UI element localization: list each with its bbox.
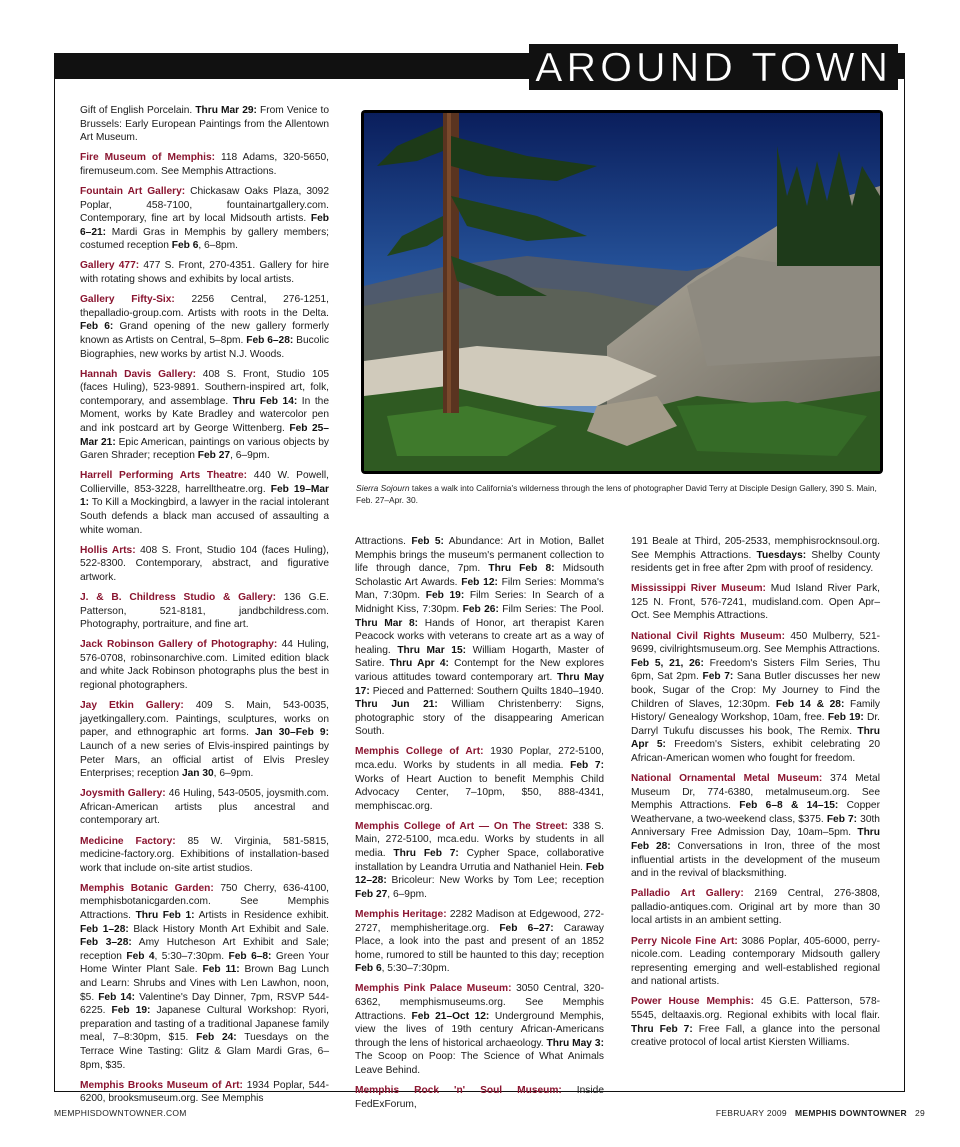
listing-text: 374 Metal Museum Dr, 774-6380, metalmuseum.org. See Memphis Attractions. xyxy=(631,773,880,812)
listing-text: Green Your Home Winter Plant Sale. xyxy=(80,950,330,976)
event-date: Feb 11: xyxy=(202,964,240,976)
venue-name: National Ornamental Metal Museum: xyxy=(631,773,823,784)
listing-text: Bricoleur: New Works by Tom Lee; reception xyxy=(386,875,604,887)
event-date: Feb 7: xyxy=(826,813,858,825)
listing-text: Family History/ Genealogy Workshop, 10am, free. xyxy=(631,698,880,724)
listing-text: Mardi Gras in Memphis by gallery members; costumed reception xyxy=(80,226,329,252)
venue-name: Jay Etkin Gallery: xyxy=(80,700,184,712)
listing-text: 409 S. Main, 543-0035, jayetkingallery.com. Paintings, sculptures, works on paper, and ethnographic art forms. xyxy=(80,700,329,739)
listing-text: 85 W. Virginia, 581-5815, medicine-factory.org. Exhibitions of installation-based work that include on-site artist studios. xyxy=(80,835,329,874)
venue-name: Memphis Pink Palace Museum: xyxy=(355,983,512,995)
venue-name: Perry Nicole Fine Art: xyxy=(631,935,738,947)
listing-text: Valentine's Day Dinner, 7pm, RSVP 544-6225. xyxy=(80,991,329,1017)
event-date: Feb 6 xyxy=(171,240,199,252)
venue-name: Memphis College of Art — On The Street: xyxy=(355,820,568,832)
listing-text: 450 Mulberry, 521-9699, civilrightsmuseum.org. See Memphis Attractions. xyxy=(631,630,880,656)
event-date: Feb 14: xyxy=(98,991,136,1003)
event-date: Tuesdays: xyxy=(756,549,807,561)
event-date: Feb 6–8: xyxy=(228,950,272,962)
listing-entry xyxy=(355,535,604,739)
listing-text: Pieced and Patterned: Southern Quilts 1840–1940. xyxy=(369,685,604,697)
event-date: Thru Apr 4: xyxy=(389,658,449,670)
venue-name: Jack Robinson Gallery of Photography: xyxy=(80,639,278,651)
listing-text: 30th Anniversary Free Admission Day, 10am–5pm. xyxy=(631,813,880,839)
feature-photo xyxy=(357,106,887,478)
listing-text: The Scoop on Poop: The Science of What Animals Leave Behind. xyxy=(355,1051,604,1076)
venue-name: Power House Memphis: xyxy=(631,996,754,1008)
listing-entry xyxy=(355,1084,604,1111)
listing-entry xyxy=(631,535,880,576)
listing-text: 2169 Central, 276-3808, palladio-antiques.com. Original art by more than 30 local artists in an ambient setting. xyxy=(631,888,880,927)
listing-text: , 6–9pm. xyxy=(387,888,427,900)
footer-brand: MEMPHIS DOWNTOWNER xyxy=(794,1108,907,1118)
event-date: Feb 27 xyxy=(197,450,231,462)
photo-caption xyxy=(356,482,880,506)
event-date: Feb 1–28: xyxy=(80,923,129,935)
event-date: Thru Feb 7: xyxy=(631,1023,693,1035)
listing-text: Freedom's Sisters, exhibit celebrating 20 African-American women who fought for freedom. xyxy=(631,739,880,764)
event-date: Feb 19: xyxy=(425,590,465,602)
listing-entry xyxy=(80,368,329,463)
event-date: Jan 30 xyxy=(181,768,214,780)
listing-text: To Kill a Mockingbird, a lawyer in the racial intolerant South defends a black man accused of assaulting a white woman. xyxy=(80,497,329,536)
listing-text: Tuesdays on the Terrace Wine Tasting: Glitz & Glam Mardi Gras, 6–8pm, $35. xyxy=(80,1032,330,1071)
listing-text: 338 S. Main, 272-5100, mca.edu. Works by students in all media. xyxy=(355,820,604,860)
listing-text: Amy Hutcheson Art Exhibit and Sale; reception xyxy=(80,937,329,962)
listing-entry xyxy=(631,772,880,881)
venue-name: Gallery 477: xyxy=(80,260,140,272)
event-date: Thru May 17: xyxy=(355,671,604,697)
listing-text: Cypher Space, collaborative installation by Leandra Urrutia and Nathaniel Hein. xyxy=(355,848,604,873)
listing-text: Japanese Cultural Workshop: Ryori, preparation and tasting of a traditional Japanese family meal, 7–8:30pm, $15. xyxy=(80,1005,330,1044)
venue-name: Memphis Heritage: xyxy=(355,908,447,920)
listing-entry xyxy=(80,882,329,1072)
section-title: AROUND TOWN xyxy=(529,44,898,90)
listing-text: Black History Month Art Exhibit and Sale. xyxy=(128,923,329,935)
event-date: Feb 5: xyxy=(411,536,444,547)
listing-text: Conversations in Iron, three of the most influential artists in the development of the museum and in the revival of blacksmithing. xyxy=(631,840,880,880)
listing-text: William Christenberry: Signs, photographic story of the disappearing American South. xyxy=(355,699,604,738)
listing-text: William Hogarth, Master of Satire. xyxy=(355,644,604,670)
listing-entry xyxy=(631,935,880,989)
listing-text: Chickasaw Oaks Plaza, 3092 Poplar, 458-7100, fountainartgallery.com. Contemporary, fine art by local Midsouth artists. xyxy=(80,185,329,225)
event-date: Feb 19: xyxy=(827,712,864,724)
event-date: Feb 6–21: xyxy=(80,213,329,238)
venue-name: Harrell Performing Arts Theatre: xyxy=(80,470,248,482)
listing-text: Midsouth Scholastic Art Awards. xyxy=(355,563,605,588)
venue-name: Memphis Rock 'n' Soul Museum: xyxy=(355,1085,562,1097)
event-date: Feb 27 xyxy=(355,888,388,900)
event-date: Feb 6–27: xyxy=(499,922,554,934)
event-date: Thru May 3: xyxy=(546,1037,604,1049)
event-date: Feb 6–28: xyxy=(246,334,294,346)
listing-text: 3050 Central, 320-6362, memphismuseums.org. See Memphis Attractions. xyxy=(355,983,604,1022)
listing-entry xyxy=(355,745,604,813)
listing-text: 1934 Poplar, 544-6200, brooksmuseum.org. See Memphis xyxy=(80,1079,329,1105)
event-date: Feb 12–28: xyxy=(355,861,604,887)
listing-entry xyxy=(80,104,329,145)
listing-entry xyxy=(80,699,329,781)
listing-entry xyxy=(631,887,880,928)
footer-website: MEMPHISDOWNTOWNER.COM xyxy=(54,1108,187,1118)
listing-entry xyxy=(355,908,604,976)
venue-name: Memphis College of Art: xyxy=(355,746,484,758)
event-date: Thru Jun 21: xyxy=(355,699,438,711)
event-date: Feb 6 xyxy=(355,963,382,975)
listing-text: Bucolic Biographies, new works by artist N.J. Woods. xyxy=(80,334,330,360)
event-date: Feb 5, 21, 26: xyxy=(631,657,704,669)
footer-folio xyxy=(716,1108,925,1118)
venue-name: Joysmith Gallery: xyxy=(80,788,166,800)
venue-name: Palladio Art Gallery: xyxy=(631,888,744,900)
venue-name: Fire Museum of Memphis: xyxy=(80,152,216,164)
listing-entry xyxy=(80,1079,329,1106)
listing-entry xyxy=(80,293,329,361)
event-date: Feb 26: xyxy=(462,603,499,615)
listing-text: 750 Cherry, 636-4100, memphisbotanicgarden.com. See Memphis Attractions. xyxy=(80,882,329,921)
venue-name: Fountain Art Gallery: xyxy=(80,185,186,197)
listing-entry xyxy=(80,151,329,178)
listing-text: Shelby County residents get in free after 2pm with proof of residency. xyxy=(631,549,880,575)
listing-text: 408 S. Front, Studio 104 (faces Huling), 522-8300. Contemporary, abstract, and figurative artwork. xyxy=(80,544,329,583)
caption-title: Sierra Sojourn xyxy=(356,483,410,493)
listing-text: Copper Weathervane, a two-weekend class, $375. xyxy=(631,800,880,825)
listing-text: Dr. Darryl Tukufu discusses his book, The Remix. xyxy=(631,712,880,737)
caption-text: takes a walk into California's wilderness through the lens of photographer David Terry at Disciple Design Gallery, 390 S. Main, Feb. 27–Apr. 30. xyxy=(356,483,877,505)
event-date: Jan 30–Feb 9: xyxy=(255,727,329,739)
listing-text: Grand opening of the new gallery formerly known as Artists on Central, 5–8pm. xyxy=(80,321,329,346)
listing-text: Epic American, paintings on various objects by Garen Shrader; reception xyxy=(80,436,330,462)
event-date: Feb 24: xyxy=(196,1032,237,1044)
venue-name: Memphis Brooks Museum of Art: xyxy=(80,1079,243,1091)
listing-text: Abundance: Art in Motion, Ballet Memphis brings the museum's permanent collection to life through dance, 7pm. xyxy=(355,536,604,575)
listing-entry xyxy=(631,582,880,623)
listing-column-1 xyxy=(80,104,329,1112)
listing-text: 45 G.E. Patterson, 578-5545, deltaaxis.org. Regional exhibits with local flair. xyxy=(631,996,881,1021)
listing-entry xyxy=(80,787,329,828)
listing-text: 118 Adams, 320-5650, firemuseum.com. See Memphis Attractions. xyxy=(80,152,329,177)
event-date: Thru Mar 15: xyxy=(397,644,467,656)
listing-entry xyxy=(631,630,880,766)
event-date: Thru Apr 5: xyxy=(631,725,880,751)
listing-text: Mud Island River Park, 125 N. Front, 576-7241, mudisland.com. Open Apr–Oct. See Memphis Attractions. xyxy=(631,583,880,622)
listing-text: 191 Beale at Third, 205-2533, memphisrocknsoul.org. See Memphis Attractions. xyxy=(631,536,880,561)
listing-text: Brown Bag Lunch and Learn: Shrubs and Vines with Len Lawhon, noon, $5. xyxy=(80,964,329,1003)
listing-text: 46 Huling, 543-0505, joysmith.com. African-American artists plus ancestral and contemporary art. xyxy=(80,788,329,827)
listing-entry xyxy=(80,544,329,585)
event-date: Feb 7: xyxy=(702,671,734,683)
listing-text: Caraway Place, a look into the past and present of an 1852 home, rumored to still be haunted to this day; reception xyxy=(355,922,605,961)
listing-text: Sana Butler discusses her new book, Sugar of the Crop: My Journey to Find the Children of Slaves, 12:30pm. xyxy=(631,671,880,710)
listing-text: , 6–8pm. xyxy=(198,240,239,252)
venue-name: Gallery Fifty-Six: xyxy=(80,294,175,306)
listing-text: Gift of English Porcelain. xyxy=(80,105,196,116)
listing-entry xyxy=(80,469,329,537)
event-date: Feb 7: xyxy=(570,760,604,771)
listing-text: Film Series: In Search of a Midnight Kiss, 7:30pm. xyxy=(355,590,604,615)
event-date: Feb 6: xyxy=(80,321,114,333)
event-date: Thru Mar 8: xyxy=(355,617,419,629)
listing-text: Film Series: The Pool. xyxy=(498,603,605,615)
listing-entry xyxy=(80,591,329,632)
listing-text: , 6–9pm. xyxy=(213,768,254,780)
listing-text: In the Moment, works by Kate Bradley and watercolor pen and ink postcard art by George Wittenberg. xyxy=(80,395,329,434)
listing-text: 2256 Central, 276-1251, thepalladio-group.com. Artists with roots in the Delta. xyxy=(80,294,329,319)
event-date: Feb 12: xyxy=(461,576,498,588)
listing-text: Works of Heart Auction to benefit Memphis Child Advocacy Center, 7–10pm, $50, 888-4341, memphiscac.org. xyxy=(355,773,604,812)
listing-text: 477 S. Front, 270-4351. Gallery for hire with rotating shows and exhibits by local artists. xyxy=(80,260,329,286)
event-date: Feb 3–28: xyxy=(80,937,132,949)
listing-text: Film Series: Momma's Man, 7:30pm. xyxy=(355,576,605,602)
footer-date: FEBRUARY 2009 xyxy=(715,1108,787,1118)
listing-entry xyxy=(80,835,329,876)
event-date: Thru Feb 1: xyxy=(135,909,195,921)
event-date: Thru Mar 29: xyxy=(195,105,257,116)
venue-name: J. & B. Childress Studio & Gallery: xyxy=(80,592,277,603)
listing-text: 2282 Madison at Edgewood, 272-2727, memphisheritage.org. xyxy=(355,908,605,934)
listing-entry xyxy=(80,259,329,286)
listing-entry xyxy=(631,995,880,1049)
venue-name: National Civil Rights Museum: xyxy=(631,630,786,642)
listing-text: Launch of a new series of Elvis-inspired paintings by Peter Mars, an official artist of Elvis Presley Enterprises; reception xyxy=(80,740,329,780)
listing-text: 1930 Poplar, 272-5100, mca.edu. Works by students in all media. xyxy=(355,746,604,771)
listing-text: Underground Memphis, view the lives of 19th century African-Americans through the lens of historical archaeology. xyxy=(355,1010,604,1049)
listing-text: Free Fall, a glance into the personal creative protocol of local artist Kiersten Williams. xyxy=(631,1023,881,1049)
listing-entry xyxy=(80,638,329,692)
event-date: Thru Feb 8: xyxy=(488,563,555,575)
listing-text: 3086 Poplar, 405-6000, perry-nicole.com. Leading contemporary Midsouth gallery representing emerging and well-established regional and national artists. xyxy=(631,935,880,988)
listing-text: , 5:30–7:30pm. xyxy=(381,963,450,975)
listing-text: Contempt for the New explores various attitudes toward contemporary art. xyxy=(355,658,604,683)
venue-name: Memphis Botanic Garden: xyxy=(80,882,214,894)
listing-text: 408 S. Front, Studio 105 (faces Huling), 523-9891. Southern-inspired art, folk, contemporary, and assemblage. xyxy=(80,368,329,407)
venue-name: Hollis Arts: xyxy=(80,544,136,556)
listing-text: From Venice to Brussels: Early European Paintings from the Allentown Art Museum. xyxy=(80,105,329,144)
listing-text: Artists in Residence exhibit. xyxy=(194,909,330,921)
page-number: 29 xyxy=(914,1108,925,1118)
event-date: Feb 19–Mar 1: xyxy=(80,483,329,509)
event-date: Feb 21–Oct 12: xyxy=(411,1010,490,1022)
event-date: Thru Feb 28: xyxy=(631,827,880,852)
listing-text: Freedom's Sisters Film Series, Thu 6pm, Sat 2pm. xyxy=(631,657,880,683)
event-date: Feb 4 xyxy=(126,950,155,962)
listing-text: Hands of Honor, art therapist Karen Peacock works with veterans to create art as a way of healing. xyxy=(355,617,604,656)
venue-name: Mississippi River Museum: xyxy=(631,583,766,595)
venue-name: Medicine Factory: xyxy=(80,835,176,847)
event-date: Thru Feb 14: xyxy=(232,395,298,407)
event-date: Feb 14 & 28: xyxy=(775,698,845,710)
listing-text: Inside FedExForum, xyxy=(355,1085,604,1110)
listing-column-3 xyxy=(631,535,880,1056)
listing-text: 440 W. Powell, Collierville, 853-3228, harrelltheatre.org. xyxy=(80,470,329,495)
listing-column-2 xyxy=(355,535,604,1118)
listing-text: 44 Huling, 576-0708, robinsonarchive.com. Limited edition black and white Jack Robinson photographs plus the best in regional photographers. xyxy=(80,639,329,692)
listing-text: Attractions. xyxy=(355,536,412,547)
event-date: Thru Feb 7: xyxy=(393,848,459,860)
listing-entry xyxy=(355,820,604,902)
listing-text: 136 G.E. Patterson, 521-8181, jandbchildress.com. Photography, portraiture, and fine art. xyxy=(80,592,329,631)
event-date: Feb 19: xyxy=(111,1005,151,1017)
listing-entry xyxy=(355,982,604,1077)
venue-name: Hannah Davis Gallery: xyxy=(80,368,197,380)
event-date: Feb 6–8 & 14–15: xyxy=(739,800,839,812)
listing-text: , 6–9pm. xyxy=(230,450,270,462)
event-date: Feb 25–Mar 21: xyxy=(80,422,329,448)
listing-entry xyxy=(80,185,329,253)
listing-text: , 5:30–7:30pm. xyxy=(154,950,229,962)
